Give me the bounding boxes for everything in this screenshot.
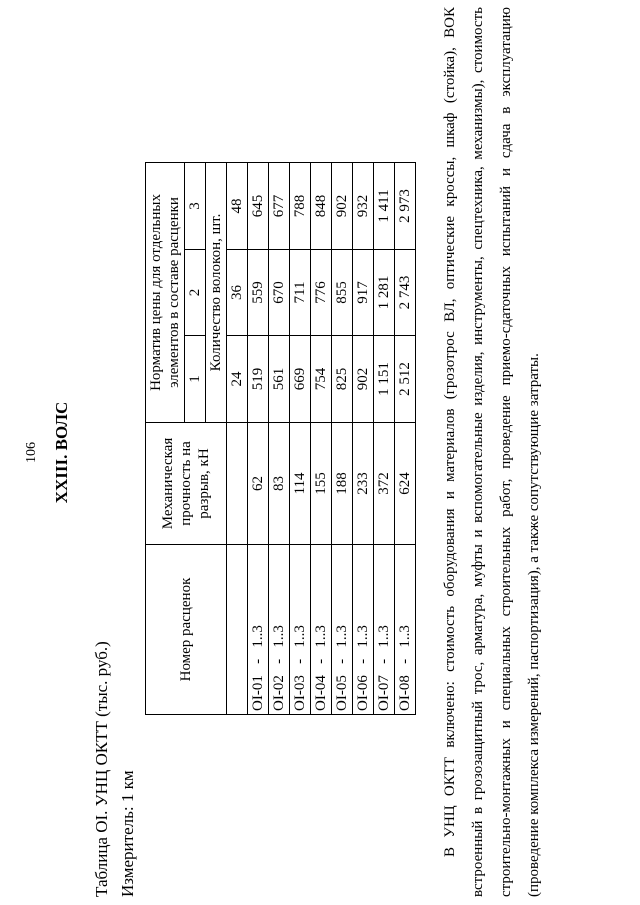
row-strength: 62 [248, 423, 269, 545]
header-strength-line: разрыв, кН [196, 448, 212, 519]
row-value-2: 670 [269, 250, 290, 336]
table-row [311, 162, 332, 714]
row-code: OI-07 - 1..3 [374, 545, 395, 715]
row-code: OI-02 - 1..3 [269, 545, 290, 715]
row-code: OI-05 - 1..3 [332, 545, 353, 715]
note-paragraph: В УНЦ ОКТТ включено: стоимость оборудования и материалов (грозотрос ВЛ, оптические кроссы, шкаф (стойка), ВОК встроенный в грозозащитный трос, арматура, муфты и вспомогательные изделия, инструменты, спецтехника, механизмы), стоимость строительно-монтажных и специальных строительных работ, проведение приемо-сдаточных испытаний и сдача в эксплуатацию (проведение комплекса измерений, паспортизация), а также сопутствующие затраты. [442, 7, 542, 897]
row-strength: 188 [332, 423, 353, 545]
header-strength-line: прочность на [178, 441, 194, 526]
row-value-2: 711 [290, 250, 311, 336]
row-code: OI-08 - 1..3 [395, 545, 416, 715]
header-empty [227, 423, 248, 545]
row-code: OI-01 - 1..3 [248, 545, 269, 715]
page-number: 106 [24, 442, 39, 463]
row-value-2: 559 [248, 250, 269, 336]
row-strength: 624 [395, 423, 416, 545]
row-value-2: 855 [332, 250, 353, 336]
row-value-1: 754 [311, 336, 332, 423]
measurement-unit: Измеритель: 1 км [118, 770, 137, 897]
row-strength: 83 [269, 423, 290, 545]
row-strength: 155 [311, 423, 332, 545]
row-value-1: 825 [332, 336, 353, 423]
row-code: OI-04 - 1..3 [311, 545, 332, 715]
table-row [248, 162, 269, 714]
row-value-1: 902 [353, 336, 374, 423]
header-empty [227, 545, 248, 715]
table-title: Таблица OI. УНЦ ОКТТ (тыс. руб.) [92, 641, 111, 897]
row-code: OI-06 - 1..3 [353, 545, 374, 715]
table-row [353, 162, 374, 714]
table-row [332, 162, 353, 714]
row-value-3: 848 [311, 162, 332, 249]
table-row [290, 162, 311, 714]
row-value-3: 932 [353, 162, 374, 249]
row-value-3: 902 [332, 162, 353, 249]
row-value-3: 788 [290, 162, 311, 249]
header-fiber-count: 36 [227, 250, 248, 336]
row-value-2: 2 743 [395, 250, 416, 336]
header-fiber-count: 48 [227, 162, 248, 249]
row-strength: 233 [353, 423, 374, 545]
row-value-2: 776 [311, 250, 332, 336]
section-title: XXIII. ВОЛС [52, 401, 71, 504]
row-value-3: 677 [269, 162, 290, 249]
row-code: OI-03 - 1..3 [290, 545, 311, 715]
row-value-1: 561 [269, 336, 290, 423]
row-strength: 114 [290, 423, 311, 545]
row-value-3: 1 411 [374, 162, 395, 249]
included-costs-note [436, 7, 548, 897]
row-value-3: 2 973 [395, 162, 416, 249]
row-value-1: 519 [248, 336, 269, 423]
table-row [269, 162, 290, 714]
price-table [145, 162, 416, 715]
row-value-1: 1 151 [374, 336, 395, 423]
header-strength [146, 423, 227, 545]
table-row [395, 162, 416, 714]
row-value-2: 917 [353, 250, 374, 336]
row-value-1: 669 [290, 336, 311, 423]
header-code: Номер расценок [146, 545, 227, 715]
row-strength: 372 [374, 423, 395, 545]
header-fiber-count: 24 [227, 336, 248, 423]
row-value-2: 1 281 [374, 250, 395, 336]
header-col-num: 2 [185, 250, 206, 336]
header-col-num: 3 [185, 162, 206, 249]
row-value-3: 645 [248, 162, 269, 249]
table-row [374, 162, 395, 714]
header-norm: Норматив цены для отдельных элементов в составе расценки [146, 162, 185, 422]
header-col-num: 1 [185, 336, 206, 423]
row-value-1: 2 512 [395, 336, 416, 423]
header-fiber-count-label: Количество волокон, шт. [206, 162, 227, 422]
header-strength-line: Механическая [160, 437, 176, 530]
